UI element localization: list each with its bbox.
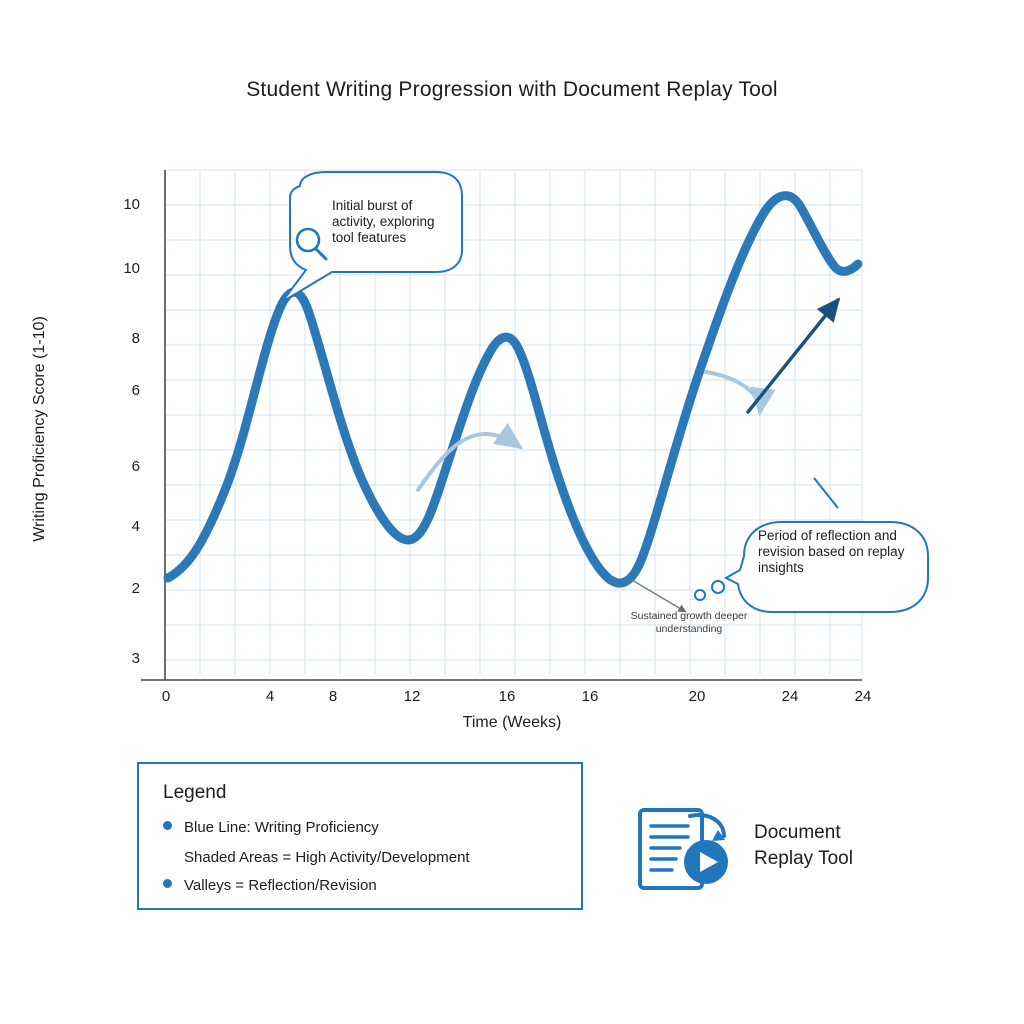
- y-tick: 4: [131, 518, 140, 535]
- annotation-arrow-light: [418, 434, 520, 490]
- y-tick: 8: [131, 330, 140, 347]
- x-tick: 12: [403, 688, 421, 705]
- annotation-reflection-text: Period of reflection and revision based on replay insights: [758, 528, 905, 575]
- y-axis-label: Writing Proficiency Score (1-10): [31, 316, 48, 542]
- x-tick: 24: [854, 688, 872, 705]
- y-tick: 2: [131, 580, 140, 597]
- legend-item: [163, 877, 377, 894]
- series-line-writing-proficiency: [168, 196, 858, 583]
- annotation-arrow-growth: [748, 300, 838, 412]
- y-tick: 3: [131, 650, 140, 667]
- tool-badge-label-line1: Document: [754, 822, 841, 843]
- x-axis-label: Time (Weeks): [462, 714, 562, 731]
- page-title: Student Writing Progression with Document Replay Tool: [246, 78, 778, 101]
- legend-item: [163, 819, 379, 836]
- x-tick: 0: [161, 688, 171, 705]
- legend-item-label: Blue Line: Writing Proficiency: [184, 819, 379, 836]
- document-replay-icon: [632, 800, 742, 900]
- annotation-sustained-growth-text: Sustained growth deeper understanding: [630, 610, 748, 635]
- legend-item: [163, 849, 470, 866]
- annotation-initial-burst-text: Initial burst of activity, exploring tool features: [332, 198, 435, 245]
- legend-title: Legend: [163, 782, 227, 803]
- x-tick: 20: [688, 688, 706, 705]
- legend-item-label: Shaded Areas = High Activity/Development: [184, 849, 470, 866]
- legend-item-label: Valleys = Reflection/Revision: [184, 877, 377, 894]
- y-tick: 6: [131, 458, 140, 475]
- x-tick: 16: [581, 688, 599, 705]
- tool-badge-label: [754, 820, 853, 871]
- tool-badge-label-line2: Replay Tool: [754, 847, 853, 869]
- y-tick: 6: [131, 382, 140, 399]
- x-tick: 24: [781, 688, 799, 705]
- x-tick: 4: [265, 688, 275, 705]
- annotation-pointer-sustained-growth: [632, 580, 686, 612]
- document-replay-tool-badge: [632, 800, 962, 900]
- legend-marker-icon: [163, 879, 172, 888]
- x-tick: 8: [328, 688, 338, 705]
- legend: [137, 762, 583, 910]
- legend-marker-icon: [163, 821, 172, 830]
- y-tick: 10: [123, 260, 140, 277]
- y-tick: 10: [123, 196, 140, 213]
- x-tick: 16: [498, 688, 516, 705]
